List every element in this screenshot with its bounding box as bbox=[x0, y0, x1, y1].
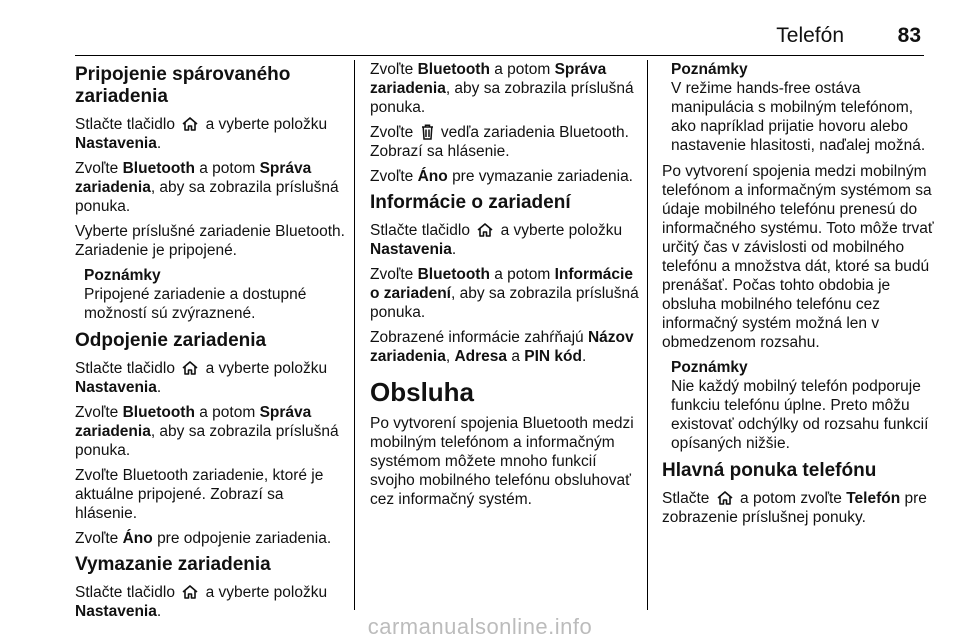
text: a bbox=[511, 348, 520, 365]
column-1 bbox=[75, 60, 347, 627]
paragraph: Vyberte príslušné zariadenie Bluetooth. Zariadenie je pripojené. bbox=[75, 223, 345, 259]
column-3 bbox=[662, 60, 934, 533]
text: , aby sa zobrazila príslušná ponuka. bbox=[75, 423, 339, 459]
menu-term: Bluetooth bbox=[122, 160, 195, 177]
note-text: Nie každý mobilný telefón podporuje funkciu telefónu úplne. Preto môžu existovať odchýlky od rozsahu funkcií opísaných nižšie. bbox=[671, 378, 929, 452]
text: Zvoľte bbox=[75, 404, 119, 421]
text: a potom bbox=[494, 61, 551, 78]
paragraph bbox=[370, 60, 642, 117]
note-box bbox=[671, 60, 934, 155]
menu-term: PIN kód bbox=[524, 348, 582, 365]
trash-icon bbox=[421, 124, 434, 140]
menu-term: Áno bbox=[417, 168, 448, 185]
column-2 bbox=[370, 60, 642, 515]
watermark: carmanualsonline.info bbox=[367, 614, 593, 639]
menu-term: Informácie o zariadení bbox=[370, 266, 633, 302]
paragraph bbox=[370, 123, 642, 161]
text: . bbox=[581, 348, 587, 365]
paragraph bbox=[75, 115, 347, 153]
text: Zvoľte bbox=[75, 530, 119, 547]
text: Stlačte tlačidlo bbox=[75, 116, 175, 133]
text: a vyberte položku bbox=[205, 584, 328, 601]
text: pre vymazanie zariadenia. bbox=[452, 168, 633, 185]
paragraph: Zvoľte Bluetooth zariadenie, ktoré je aktuálne pripojené. Zobrazí sa hlásenie. bbox=[75, 467, 324, 522]
menu-term: Správa zariadenia bbox=[370, 61, 607, 97]
text: , aby sa zobrazila príslušná ponuka. bbox=[75, 179, 339, 215]
text: . bbox=[451, 241, 457, 258]
heading-operation: Obsluha bbox=[370, 377, 475, 407]
paragraph bbox=[662, 489, 934, 527]
text: a potom bbox=[199, 404, 256, 421]
paragraph bbox=[370, 265, 642, 322]
page-title: Telefón bbox=[776, 24, 844, 47]
text: Zobrazené informácie zahŕňajú bbox=[370, 329, 584, 346]
menu-term: Názov zariadenia bbox=[370, 329, 634, 365]
text: pre zobrazenie príslušnej ponuky. bbox=[662, 490, 927, 526]
header-divider bbox=[75, 55, 924, 56]
menu-term: Nastavenia bbox=[370, 241, 452, 258]
text: Stlačte tlačidlo bbox=[75, 360, 175, 377]
menu-term: Telefón bbox=[846, 490, 901, 507]
text: vedľa zariadenia Bluetooth. Zobrazí sa hlásenie. bbox=[370, 124, 629, 160]
text: pre odpojenie zariadenia. bbox=[157, 530, 332, 547]
text: , aby sa zobrazila príslušná ponuka. bbox=[370, 285, 639, 321]
home-icon bbox=[182, 361, 198, 375]
text: a vyberte položku bbox=[500, 222, 623, 239]
paragraph bbox=[370, 167, 642, 186]
menu-term: Adresa bbox=[454, 348, 507, 365]
menu-term: Bluetooth bbox=[417, 266, 490, 283]
home-icon bbox=[182, 585, 198, 599]
paragraph bbox=[75, 403, 347, 460]
heading-connect-paired: Pripojenie spárovaného zariadenia bbox=[75, 64, 291, 107]
text: , bbox=[445, 348, 451, 365]
text: Stlačte tlačidlo bbox=[75, 584, 175, 601]
text: . bbox=[156, 603, 162, 620]
heading-delete: Vymazanie zariadenia bbox=[75, 554, 271, 575]
note-text: V režime hands-free ostáva manipulácia s mobilným telefónom, ako napríklad prijatie hovoru alebo nastavenie hlasitosti, naďalej možná. bbox=[671, 80, 926, 154]
menu-term: Správa zariadenia bbox=[75, 404, 312, 440]
home-icon bbox=[717, 491, 733, 505]
page-header bbox=[0, 0, 960, 56]
text: . bbox=[156, 379, 162, 396]
text: Stlačte bbox=[662, 490, 710, 507]
menu-term: Áno bbox=[122, 530, 153, 547]
paragraph bbox=[75, 359, 347, 397]
home-icon bbox=[182, 117, 198, 131]
menu-term: Bluetooth bbox=[417, 61, 490, 78]
note-text: Pripojené zariadenie a dostupné možností sú zvýraznené. bbox=[84, 286, 307, 322]
heading-phone-main-menu: Hlavná ponuka telefónu bbox=[662, 460, 877, 481]
heading-disconnect: Odpojenie zariadenia bbox=[75, 330, 267, 351]
text: Stlačte tlačidlo bbox=[370, 222, 470, 239]
paragraph: Po vytvorení spojenia medzi mobilným telefónom a informačným systémom sa údaje mobilného telefónu prenesú do informačného systému. Toto môže trvať určitý čas v závislosti od mobilného telefónu a množstva dát, ktoré sa budú prenášať. Počas tohto obdobia je obsluha mobilného telefónu cez informačný systém možná len v obmedzenom rozsahu. bbox=[662, 163, 934, 351]
text: Zvoľte bbox=[370, 124, 414, 141]
text: a vyberte položku bbox=[205, 116, 328, 133]
text: Zvoľte bbox=[370, 266, 414, 283]
text: Zvoľte bbox=[370, 61, 414, 78]
text: Zvoľte bbox=[75, 160, 119, 177]
note-title: Poznámky bbox=[671, 359, 748, 376]
paragraph bbox=[370, 221, 642, 259]
page-number: 83 bbox=[897, 24, 921, 47]
menu-term: Správa zariadenia bbox=[75, 160, 312, 196]
text: a vyberte položku bbox=[205, 360, 328, 377]
text: , aby sa zobrazila príslušná ponuka. bbox=[370, 80, 634, 116]
paragraph bbox=[75, 529, 347, 548]
paragraph bbox=[75, 159, 347, 216]
menu-term: Nastavenia bbox=[75, 379, 157, 396]
menu-term: Nastavenia bbox=[75, 135, 157, 152]
home-icon bbox=[477, 223, 493, 237]
text: . bbox=[156, 135, 162, 152]
menu-term: Nastavenia bbox=[75, 603, 157, 620]
paragraph: Po vytvorení spojenia Bluetooth medzi mobilným telefónom a informačným systémom môžete mnoho funkcií svojho mobilného telefónu obsluhovať cez informačný systém. bbox=[370, 415, 634, 508]
text: a potom bbox=[494, 266, 551, 283]
column-divider-1 bbox=[354, 60, 355, 610]
note-box bbox=[671, 358, 934, 453]
menu-term: Bluetooth bbox=[122, 404, 195, 421]
note-title: Poznámky bbox=[671, 61, 748, 78]
heading-device-info: Informácie o zariadení bbox=[370, 192, 571, 213]
text: a potom bbox=[199, 160, 256, 177]
text: a potom zvoľte bbox=[740, 490, 842, 507]
paragraph bbox=[370, 328, 642, 366]
column-divider-2 bbox=[647, 60, 648, 610]
text: Zvoľte bbox=[370, 168, 414, 185]
note-title: Poznámky bbox=[84, 267, 161, 284]
note-box bbox=[84, 266, 347, 323]
